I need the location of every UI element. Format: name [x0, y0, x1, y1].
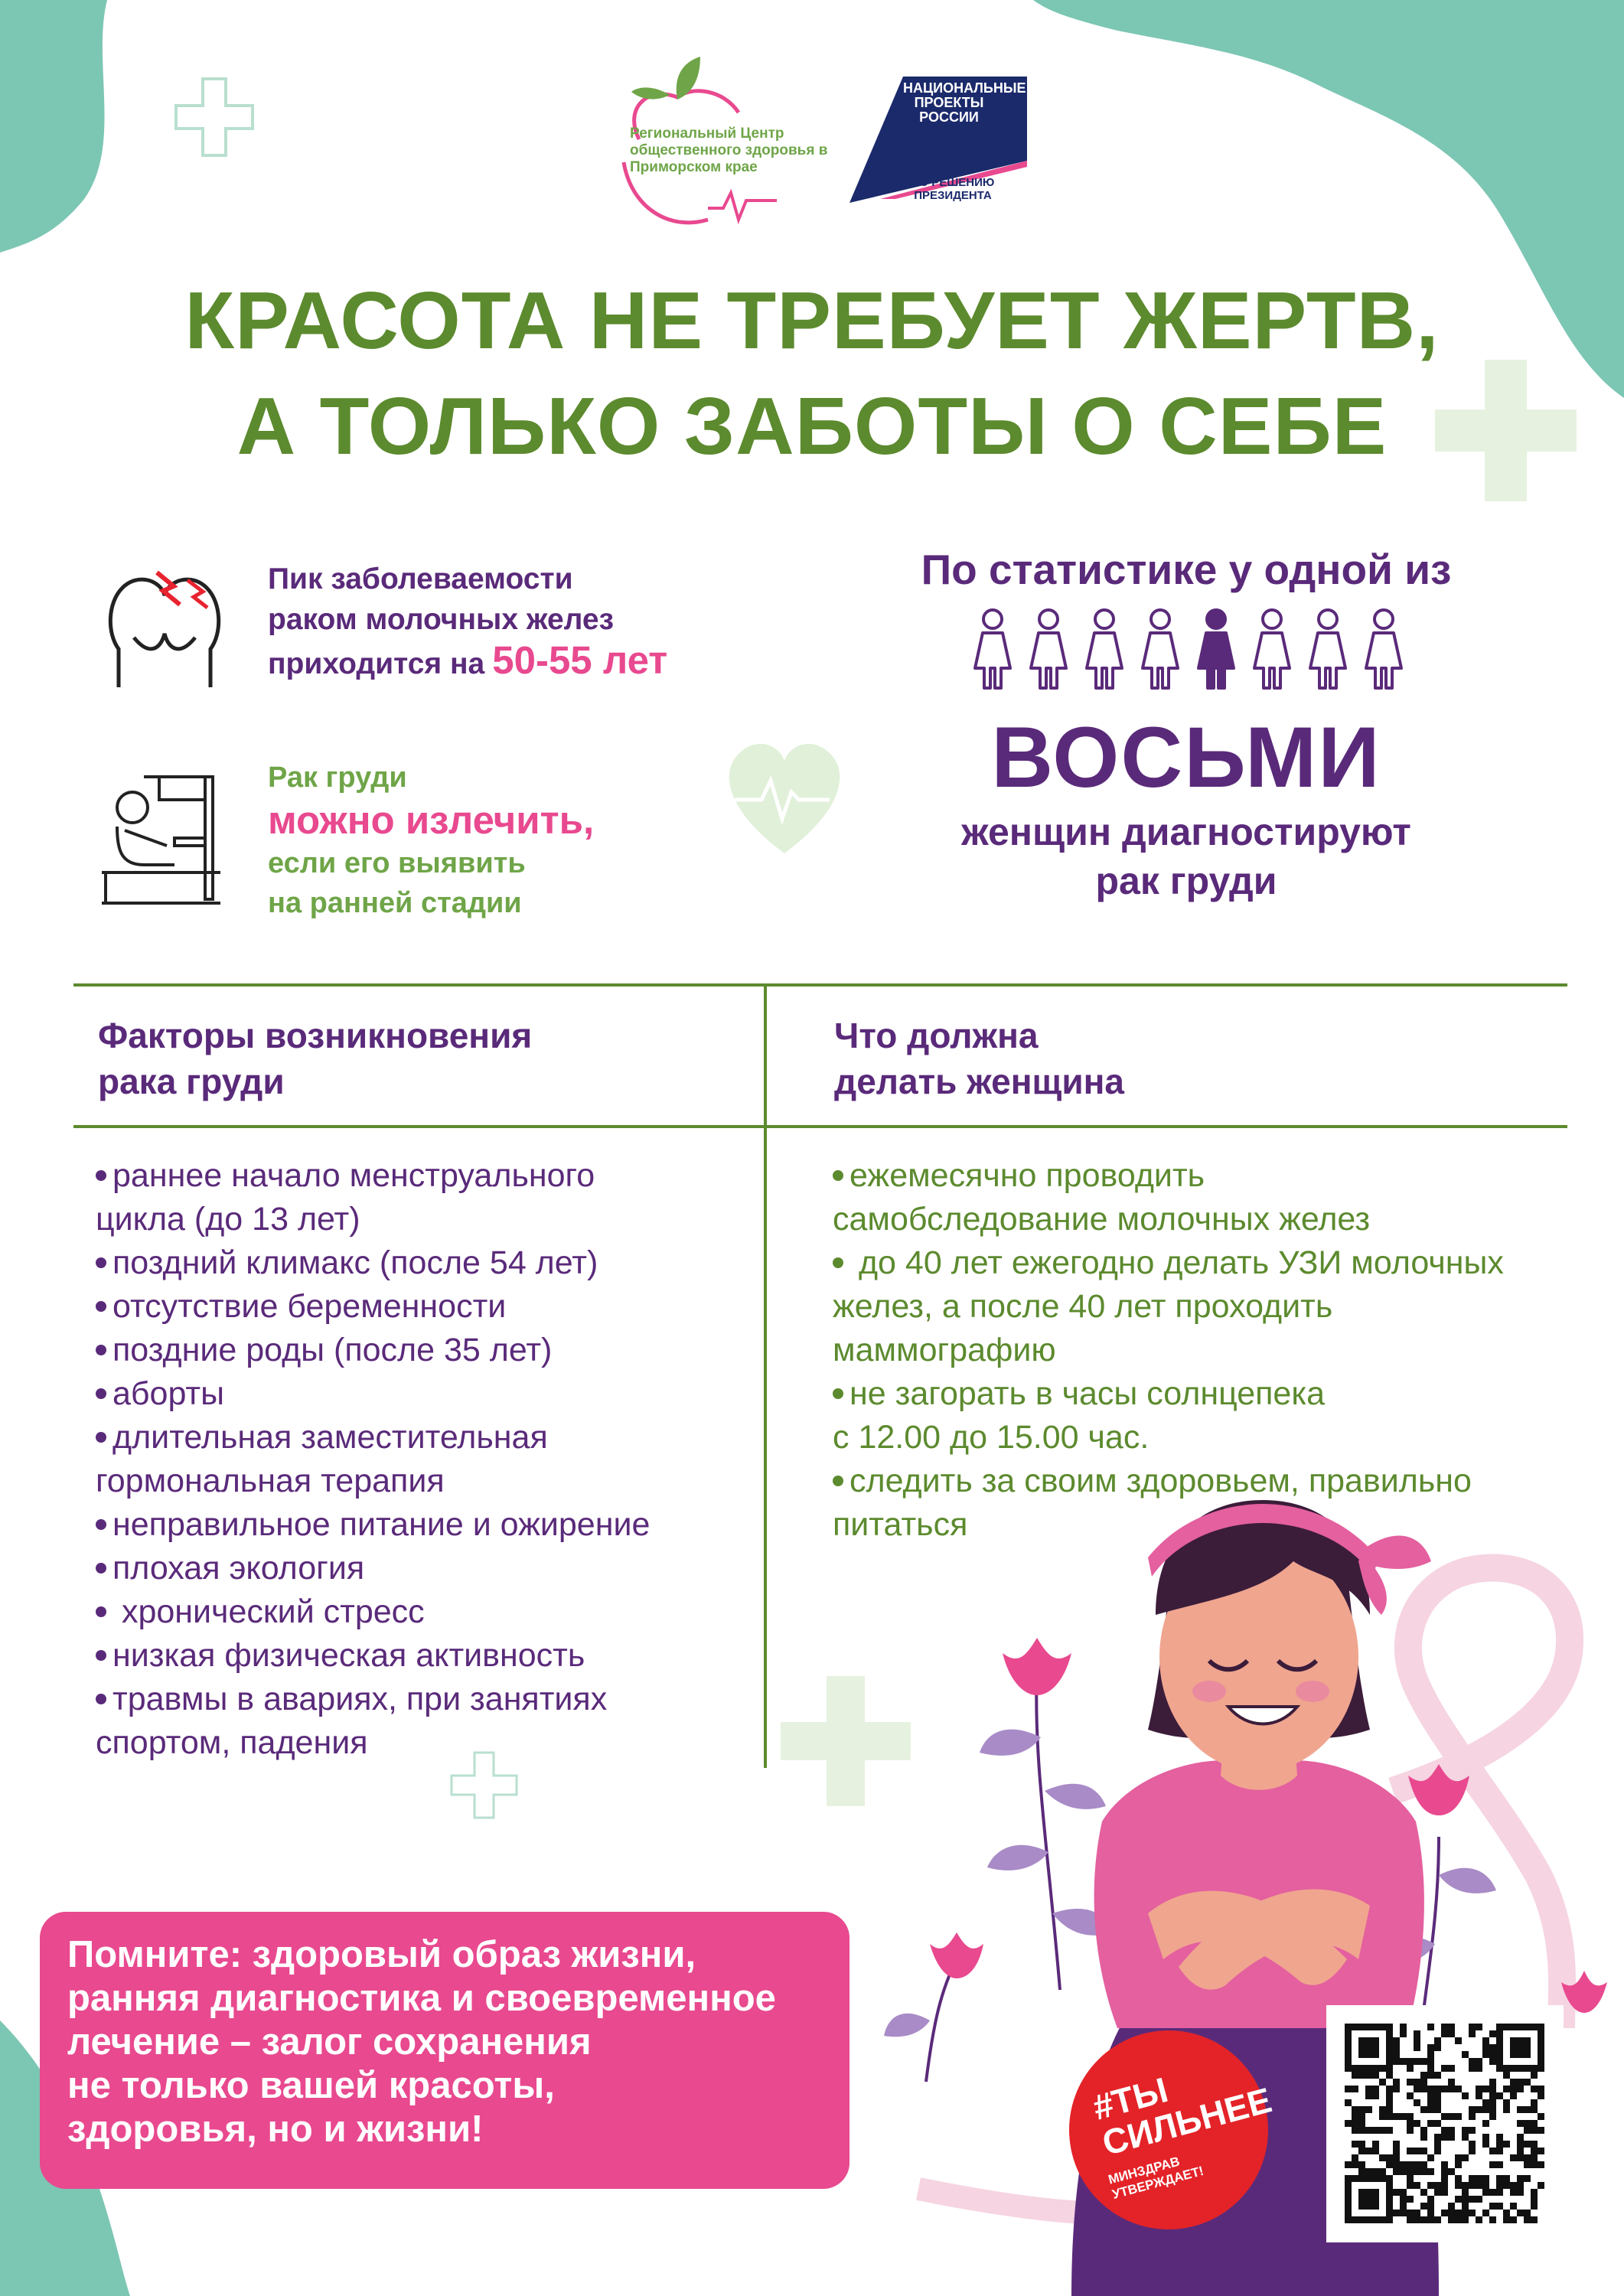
risk-factor-item [96, 1459, 761, 1503]
women-figures-row [957, 608, 1416, 693]
badge-ministry: МИНЗДРАВ УТВЕРЖДАЕТ! [1107, 2154, 1205, 2202]
reminder-line-5: здоровья, но и жизни! [67, 2108, 484, 2150]
action-text: желез, а после 40 лет проходить [833, 1288, 1333, 1325]
risk-factors-header [98, 1013, 726, 1104]
risk-factor-item [96, 1241, 761, 1285]
risk-factor-text: поздние роды (после 35 лет) [113, 1332, 553, 1368]
reminder-line-1: Помните: здоровый образ жизни, [67, 1934, 696, 1975]
action-item [833, 1198, 1598, 1241]
action-item [833, 1285, 1598, 1329]
risk-factor-text: цикла (до 13 лет) [96, 1201, 360, 1238]
you-are-stronger-badge [1065, 2027, 1276, 2233]
action-item [833, 1372, 1598, 1416]
risk-factors-list [96, 1154, 761, 1765]
action-text: питаться [833, 1506, 968, 1543]
bullet-icon [96, 1606, 106, 1617]
bullet-icon [96, 1563, 106, 1574]
woman-figure-icon [1087, 610, 1122, 688]
woman-figure-icon [975, 610, 1010, 688]
action-item [833, 1503, 1598, 1547]
risk-factors-header-line-2: рака груди [98, 1062, 285, 1101]
risk-factor-item [96, 1634, 761, 1678]
heart-icon [729, 744, 840, 853]
risk-factor-item [96, 1590, 761, 1634]
page-title [0, 268, 1624, 479]
risk-factor-text: аборты [113, 1375, 225, 1412]
bullet-icon [96, 1694, 106, 1704]
risk-factor-item [96, 1198, 761, 1241]
risk-factor-item [96, 1329, 761, 1372]
bullet-icon [96, 1650, 106, 1661]
peak-line-3: приходится на [268, 647, 485, 680]
peak-line-1: Пик заболеваемости [268, 563, 573, 595]
action-item [833, 1329, 1598, 1372]
mammography-icon [98, 773, 236, 907]
risk-factor-item [96, 1416, 761, 1459]
woman-figure-highlighted-icon [1198, 610, 1234, 688]
peak-incidence-text [268, 559, 804, 684]
risk-factor-text: отсутствие беременности [113, 1288, 507, 1325]
action-text: ежемесячно проводить [850, 1157, 1205, 1194]
title-line-2: А ТОЛЬКО ЗАБОТЫ О СЕБЕ [236, 381, 1388, 471]
bullet-icon [96, 1170, 106, 1181]
risk-factor-text: раннее начало менструального [113, 1157, 595, 1194]
risk-factor-text: поздний климакс (после 54 лет) [113, 1244, 598, 1281]
risk-factor-item [96, 1547, 761, 1590]
risk-factor-item [96, 1721, 761, 1765]
risk-factor-text: низкая физическая активность [113, 1637, 585, 1674]
action-text: до 40 лет ежегодно делать УЗИ молочных [850, 1244, 1504, 1281]
action-text: с 12.00 до 15.00 час. [833, 1419, 1150, 1456]
qr-code-image [1326, 2005, 1564, 2242]
breast-pain-icon [103, 557, 226, 691]
cure-line-2: если его выявить [268, 847, 526, 879]
action-text: следить за своим здоровьем, правильно [850, 1463, 1472, 1499]
action-item [833, 1241, 1598, 1285]
woman-figure-icon [1143, 610, 1178, 688]
reminder-line-3: лечение – залог сохранения [67, 2021, 592, 2063]
peak-age-highlight: 50-55 лет [492, 638, 668, 682]
risk-factor-item [96, 1154, 761, 1198]
reminder-text [67, 1933, 833, 2151]
woman-figure-icon [1366, 610, 1401, 688]
risk-factor-text: спортом, падения [96, 1724, 368, 1761]
action-item [833, 1416, 1598, 1459]
actions-header-line-1: Что должна [834, 1016, 1039, 1055]
risk-factor-item [96, 1372, 761, 1416]
regional-center-name: Региональный Центр общественного здоровья в Приморском крае [630, 126, 828, 175]
cure-line-1: Рак груди [268, 762, 407, 794]
action-text: не загорать в часы солнцепека [850, 1375, 1326, 1412]
risk-factor-text: неправильное питание и ожирение [113, 1506, 651, 1543]
bullet-icon [96, 1345, 106, 1355]
risk-factor-item [96, 1678, 761, 1721]
cure-line-3: на ранней стадии [268, 887, 522, 919]
risk-factor-text: травмы в авариях, при занятиях [113, 1681, 608, 1717]
national-projects-logo [850, 77, 1041, 207]
national-projects-title: НАЦИОНАЛЬНЫЕ ПРОЕКТЫ РОССИИ [903, 80, 1026, 125]
risk-factors-header-line-1: Факторы возникновения [98, 1016, 533, 1055]
bullet-icon [833, 1388, 843, 1399]
woman-figure-icon [1310, 610, 1345, 688]
risk-factor-item [96, 1285, 761, 1329]
action-item [833, 1459, 1598, 1503]
peak-line-2: раком молочных желез [268, 603, 615, 636]
cure-highlight: можно излечить, [268, 798, 595, 842]
action-text: самобследование молочных желез [833, 1201, 1371, 1238]
reminder-box [40, 1912, 850, 2189]
risk-factor-text: длительная заместительная [113, 1419, 548, 1456]
statistic-conclusion [880, 807, 1492, 905]
actions-header [834, 1013, 1523, 1104]
bullet-icon [96, 1388, 106, 1399]
bullet-icon [96, 1301, 106, 1312]
bullet-icon [96, 1257, 106, 1268]
badge-slogan: #ТЫ СИЛЬНЕЕ [1088, 2069, 1276, 2164]
action-item [833, 1154, 1598, 1198]
curable-text [268, 758, 727, 923]
statistic-intro: По статистике у одной из [921, 546, 1452, 593]
statistic-line-1: женщин диагностируют [961, 810, 1411, 853]
statistic-line-2: рак груди [1095, 859, 1277, 902]
national-projects-subtitle: ПО РЕШЕНИЮ ПРЕЗИДЕНТА [911, 176, 995, 202]
statistic-word: ВОСЬМИ [991, 709, 1381, 805]
risk-factor-item [96, 1503, 761, 1547]
reminder-line-4: не только вашей красоты, [67, 2065, 555, 2106]
woman-figure-icon [1254, 610, 1290, 688]
bullet-icon [833, 1476, 843, 1486]
actions-header-line-2: делать женщина [834, 1062, 1125, 1101]
risk-factor-text: гормональная терапия [96, 1463, 445, 1499]
actions-list [833, 1154, 1598, 1547]
qr-code[interactable] [1326, 2005, 1564, 2242]
regional-center-logo [593, 55, 846, 231]
bullet-icon [833, 1257, 843, 1268]
action-text: маммографию [833, 1332, 1056, 1368]
risk-factor-text: хронический стресс [113, 1593, 425, 1630]
reminder-line-2: ранняя диагностика и своевременное [67, 1978, 776, 2019]
woman-figure-icon [1031, 610, 1066, 688]
plus-icon [176, 79, 253, 155]
risk-factor-text: плохая экология [113, 1550, 365, 1587]
plus-icon [781, 1676, 911, 1806]
bullet-icon [96, 1519, 106, 1530]
bullet-icon [96, 1432, 106, 1443]
bullet-icon [833, 1170, 843, 1181]
title-line-1: КРАСОТА НЕ ТРЕБУЕТ ЖЕРТВ, [184, 276, 1440, 366]
